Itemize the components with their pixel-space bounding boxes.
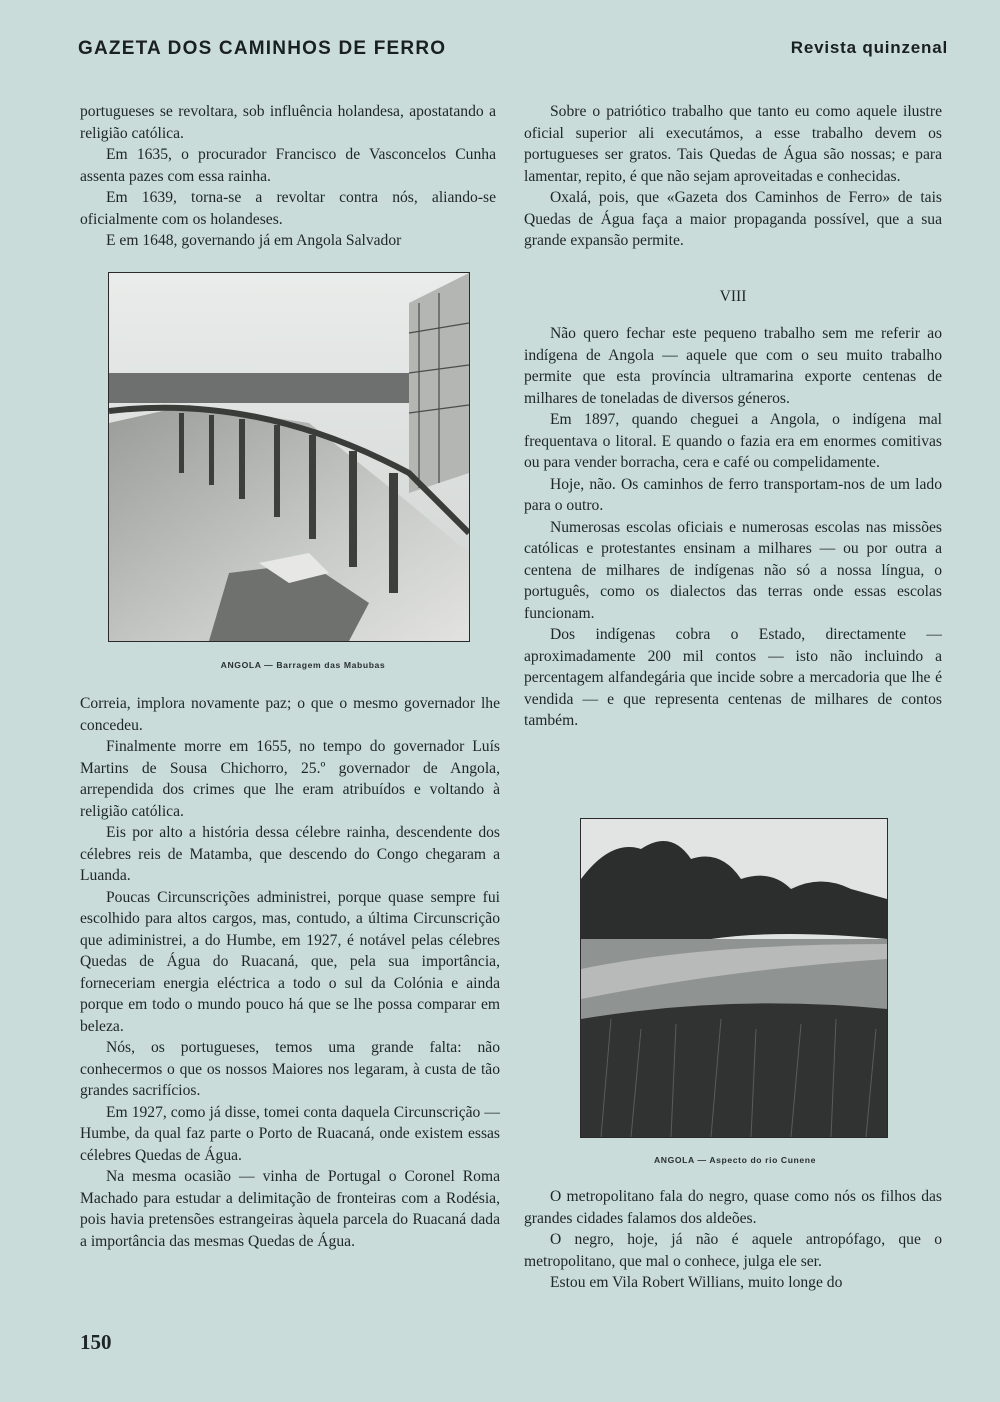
paragraph: Correia, implora novamente paz; o que o mesmo governador lhe concedeu. (80, 695, 500, 734)
publication-title: GAZETA DOS CAMINHOS DE FERRO (78, 38, 447, 59)
dam-photo (108, 272, 470, 642)
paragraph: Poucas Circunscrições administrei, porque quase sempre fui escolhido para altos cargos, mas, contudo, a última Circunscrição que adiministrei, a do Humbe, em 1927, é notável pelas célebres Quedas de Água do Ruacaná, que, pela sua importância, forneceriam energia eléctrica a todo o sul da Colónia e ainda porque em todo o mundo pouco há que se lhe possa comparar em beleza. (80, 888, 500, 1035)
column-right-top (524, 101, 942, 252)
paragraph: Sobre o patriótico trabalho que tanto eu como aquele ilustre oficial superior ali executámos, a esse trabalho devem os portugueses ser gratos. Tais Quedas de Água são nossas; e para lamentar, repito, é que não sejam aproveitadas e conhecidas. (524, 103, 942, 185)
figure-caption: ANGOLA — Aspecto do rio Cunene (653, 1155, 817, 1165)
paragraph: O negro, hoje, já não é aquele antropófago, que o metropolitano, que mal o conhece, julga ele ser. (524, 1231, 942, 1270)
paragraph: Nós, os portugueses, temos uma grande falta: não conhecermos o que os nossos Maiores nos legaram, à custa de tão grandes sacrifícios. (80, 1039, 500, 1099)
paragraph: Em 1897, quando cheguei a Angola, o indígena mal frequentava o litoral. E quando o fazia era em enormes comitivas ou para vender borracha, cera e café ou compelidamente. (524, 411, 942, 471)
column-right-bottom (524, 1186, 942, 1294)
paragraph: portugueses se revoltara, sob influência holandesa, apostatando a religião católica. (80, 103, 496, 142)
paragraph: Dos indígenas cobra o Estado, directamente — aproximadamente 200 mil contos — isto não incluindo a percentagem alfandegária que incide sobre a mercadoria que lhe é vendida — e que representa centenas de milhares de contos também. (524, 626, 942, 729)
paragraph: Em 1635, o procurador Francisco de Vasconcelos Cunha assenta pazes com essa rainha. (80, 146, 496, 185)
paragraph: Eis por alto a história dessa célebre rainha, descendente dos célebres reis de Matamba, que descendo do Congo chegaram a Luanda. (80, 824, 500, 884)
paragraph: E em 1648, governando já em Angola Salvador (106, 232, 402, 249)
paragraph: Em 1639, torna-se a revoltar contra nós, aliando-se oficialmente com os holandeses. (80, 189, 496, 228)
river-photo (580, 818, 888, 1138)
paragraph: Numerosas escolas oficiais e numerosas escolas nas missões católicas e protestantes ensinam a milhares — ou por outra a centena de milhares de indígenas não só a nossa língua, o português, como os dialectos das terras onde essas escolas funcionam. (524, 518, 942, 622)
column-left-top (80, 101, 496, 252)
paragraph: O metropolitano fala do negro, quase como nós os filhos das grandes cidades falamos dos aldeões. (524, 1188, 942, 1227)
paragraph: Estou em Vila Robert Willians, muito longe do (550, 1274, 843, 1291)
paragraph: Em 1927, como já disse, tomei conta daquela Circunscrição — Humbe, da qual faz parte o Porto de Ruacaná, onde existem essas célebres Quedas de Água. (80, 1103, 500, 1164)
paragraph: Hoje, não. Os caminhos de ferro transportam-nos de um lado para o outro. (524, 475, 942, 514)
section-number: VIII (719, 288, 747, 305)
page-number: 150 (80, 1330, 112, 1354)
paragraph: Finalmente morre em 1655, no tempo do governador Luís Martins de Sousa Chichorro, 25.º governador de Angola, arrependida dos crimes que lhe eram atribuídos e voltando à religião católica. (80, 738, 500, 820)
figure-caption: ANGOLA — Barragem das Mabubas (220, 660, 386, 670)
paragraph: Não quero fechar este pequeno trabalho sem me referir ao indígena de Angola — aquele que com o seu muito trabalho permite que esta província ultramarina exporte centenas de milhares de toneladas de diversos géneros. (524, 325, 942, 407)
column-left-bottom (80, 693, 500, 1252)
column-right-middle (524, 323, 942, 732)
publication-subtitle: Revista quinzenal (790, 38, 948, 57)
paragraph: Oxalá, pois, que «Gazeta dos Caminhos de Ferro» de tais Quedas de Água faça a maior propaganda possível, que a sua grande expansão permite. (524, 189, 942, 249)
paragraph: Na mesma ocasião — vinha de Portugal o Coronel Roma Machado para estudar a delimitação de fronteiras com a Rodésia, pois havia pretensões estrangeiras àquela parcela do Ruacaná dada a importância das mesmas Quedas de Água. (80, 1168, 500, 1250)
